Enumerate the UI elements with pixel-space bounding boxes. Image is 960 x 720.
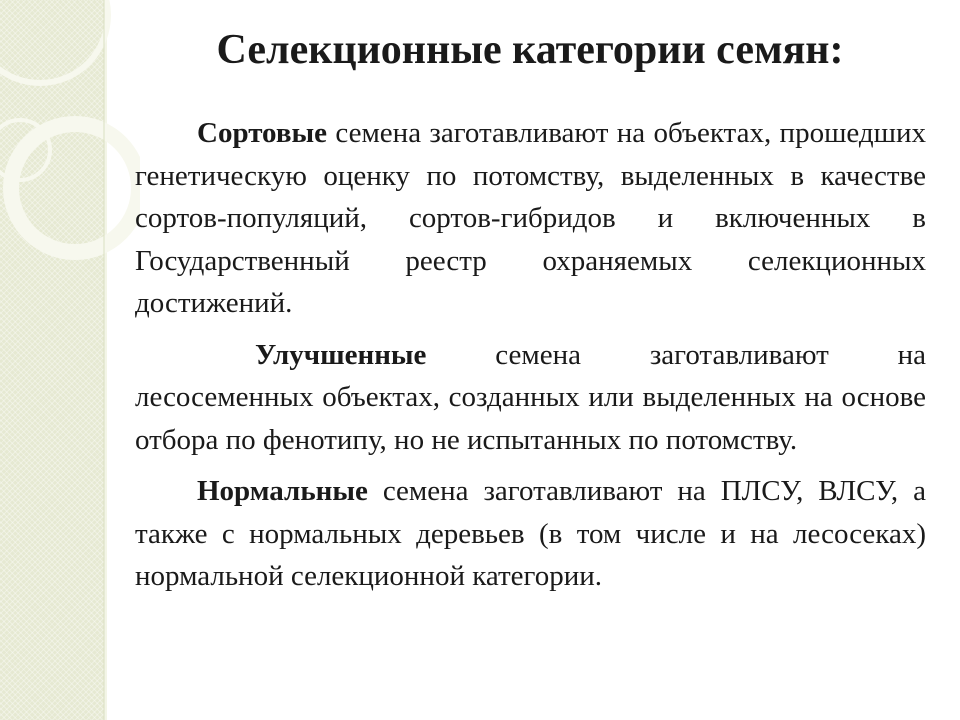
paragraph-normal	[135, 470, 926, 598]
paragraph-improved-text: семена заготавливают на лесосеменных объектах, созданных или выделенных на основе отбора по фенотипу, но не испытанных по потомству.	[135, 338, 926, 456]
term-normal: Нормальные	[197, 475, 368, 507]
slide-body	[135, 112, 926, 607]
paragraph-varietal	[135, 112, 926, 325]
slide-title: Селекционные категории семян:	[216, 27, 844, 73]
term-improved: Улучшенные	[255, 338, 427, 371]
decorative-side-band	[0, 0, 107, 720]
paragraph-improved	[135, 334, 926, 462]
paragraph-varietal-text: семена заготавливают на объектах, прошедших генетическую оценку по потомству, выделенных в качестве сортов-популяций, сортов-гибридов и включенных в Государственный реестр охраняемых селекционных достижений.	[135, 117, 926, 319]
paragraph-normal-text: семена заготавливают на ПЛСУ, ВЛСУ, а также с нормальных деревьев (в том числе и на лесосеках) нормальной селекционной категории.	[135, 475, 926, 592]
term-varietal: Сортовые	[197, 117, 328, 149]
